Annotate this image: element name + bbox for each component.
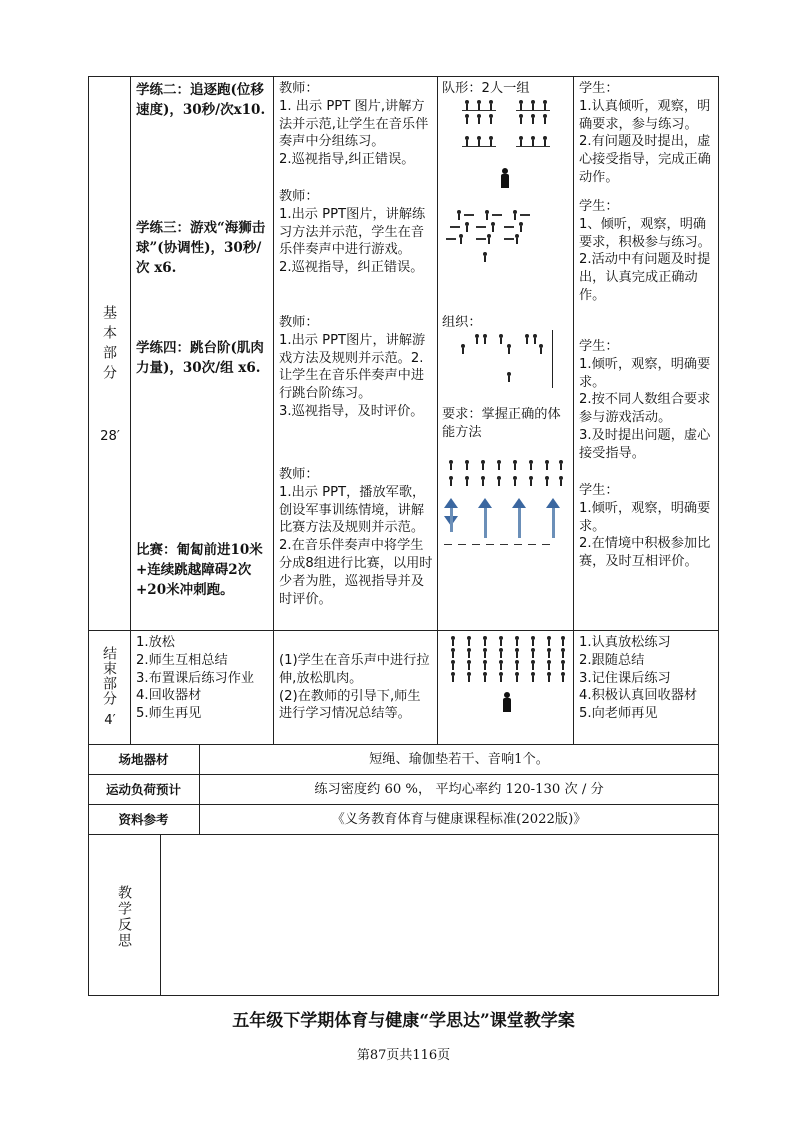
teacher-row-1: 教师： 1. 出示 PPT 图片,讲解方法并示范,让学生在音乐伴奏声中分组练习。 2.巡视指导,纠正错误。 [279,81,429,168]
col-divider-4 [573,76,574,744]
student-row-3: 学生： 1.倾听，观察，明确要求。 2.按不同人数组合要求参与游戏活动。 3.及时提出问题，虚心接受指导。 [579,339,711,461]
teacher-row-3: 教师： 1.出示 PPT图片，讲解游戏方法及规则并示范。2.让学生在音乐伴奏声中进行跳台阶练习。 3.巡视指导，及时评价。 [279,315,426,419]
content-row-4: 比赛：匍匐前进10米+连续跳越障碍2次+20米冲刺跑。 [136,542,263,598]
info-row-divider-1 [88,774,719,775]
info-value-equipment: 短绳、瑜伽垫若干、音响1个。 [369,752,549,767]
row-divider-main [88,630,719,631]
col-divider-1 [130,76,131,744]
main-section-label: 基本部分 [101,305,117,385]
end-formation-figure [444,634,572,716]
info-value-reference: 《义务教育体育与健康课程标准(2022版)》 [331,812,587,827]
reflection-content [166,840,714,990]
end-teacher: (1)学生在音乐声中进行拉伸,放松肌肉。 (2)在教师的引导下,师生进行学习情况总结等。 [279,653,430,722]
end-content: 1.放松 2.师生互相总结 3.布置课后练习作业 4.回收器材 5.师生再见 [136,635,255,722]
main-section-time: 28′ [100,429,120,444]
info-label-equipment: 场地器材 [118,752,169,767]
reflection-label: 教学反思 [116,885,132,949]
content-row-1: 学练二：追逐跑(位移速度)，30秒/次x10. [136,82,266,118]
document-title: 五年级下学期体育与健康“学思达”课堂教学案 [232,1011,575,1031]
content-row-2: 学练三：游戏“海狮击球”(协调性)，30秒/次 x6. [136,220,266,276]
table-border-top [88,76,719,77]
organization-label: 组织： [442,315,482,330]
teacher-row-4: 教师： 1.出示 PPT，播放军歌，创设军事训练情境，讲解比赛方法及规则并示范。 2.在音乐伴奏声中将学生分成8组进行比赛，以用时少者为胜，巡视指导并及时评价。 [279,467,433,607]
end-student: 1.认真放松练习 2.跟随总结 3.记住课后练习 4.积极认真回收器材 5.向老师再见 [579,635,698,722]
table-border-right [718,76,719,996]
race-formation-figure [442,458,570,554]
col-divider-3 [437,76,438,744]
requirement-label: 要求：掌握正确的体能方法 [442,407,561,440]
col-divider-2 [273,76,274,744]
step-jump-formation-figure [458,330,558,388]
table-border-bottom [88,995,719,996]
student-row-4: 学生： 1.倾听，观察，明确要求。 2.在情境中积极参加比赛，及时互相评价。 [579,483,711,570]
student-row-2: 学生： 1、倾听，观察，明确要求，积极参与练习。 2.活动中有问题及时提出，认真完成正确动作。 [579,199,711,303]
end-section-time: 4′ [104,713,116,728]
info-label-load: 运动负荷预计 [105,782,181,797]
info-value-load: 练习密度约 60 %， 平均心率约 120-130 次 / 分 [314,782,604,797]
teacher-row-2: 教师： 1.出示 PPT图片，讲解练习方法并示范，学生在音乐伴奏声中进行游戏。 2.巡视指导，纠正错误。 [279,189,426,276]
info-row-divider-3 [88,834,719,835]
page-number: 第87页共116页 [356,1048,451,1063]
row-divider-end [88,744,719,745]
content-row-3: 学练四：跳台阶(肌肉力量)，30次/组 x6. [136,340,264,376]
info-label-reference: 资料参考 [118,812,169,827]
game-formation-figure [446,208,566,268]
reflection-col-divider [160,834,161,996]
info-row-divider-2 [88,804,719,805]
end-section-label: 结束部分 [101,646,117,706]
student-row-1: 学生： 1.认真倾听，观察，明确要求，参与练习。 2.有问题及时提出，虚心接受指导，完成正确动作。 [579,81,711,185]
formation-label: 队形：2人一组 [442,81,530,96]
formation-pairs-figure [448,98,568,193]
table-border-left [88,76,89,996]
